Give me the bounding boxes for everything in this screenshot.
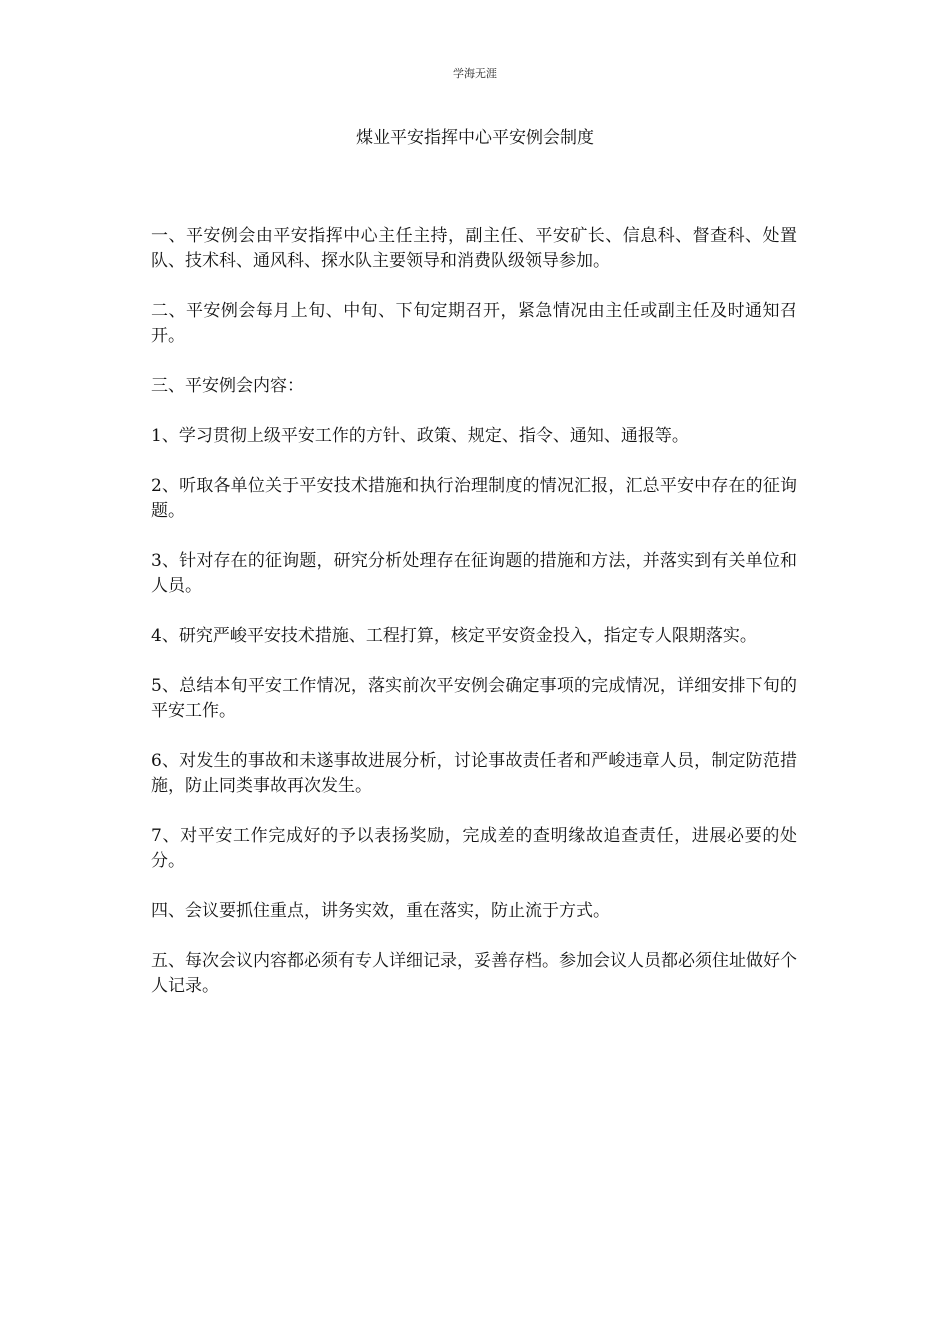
page-header: 学海无涯 <box>453 67 497 80</box>
paragraph-4: 1、学习贯彻上级平安工作的方针、政策、规定、指令、通知、通报等。 <box>151 426 689 446</box>
paragraph-9: 6、对发生的事故和未遂事故进展分析，讨论事故责任者和严峻违章人员，制定防范措施，防止同类事故再次发生。 <box>151 751 797 796</box>
paragraph-1: 一、平安例会由平安指挥中心主任主持，副主任、平安矿长、信息科、督查科、处置队、技术科、通风科、探水队主要领导和消费队级领导参加。 <box>151 226 797 271</box>
paragraph-6: 3、针对存在的征询题，研究分析处理存在征询题的措施和方法，并落实到有关单位和人员。 <box>151 551 797 596</box>
paragraph-7: 4、研究严峻平安技术措施、工程打算，核定平安资金投入，指定专人限期落实。 <box>151 626 757 646</box>
paragraph-5: 2、听取各单位关于平安技术措施和执行治理制度的情况汇报，汇总平安中存在的征询题。 <box>151 476 797 521</box>
document-title: 煤业平安指挥中心平安例会制度 <box>356 128 594 148</box>
document-body <box>151 224 797 1024</box>
paragraph-2: 二、平安例会每月上旬、中旬、下旬定期召开，紧急情况由主任或副主任及时通知召开。 <box>151 301 797 346</box>
paragraph-10: 7、对平安工作完成好的予以表扬奖励，完成差的查明缘故追查责任，进展必要的处分。 <box>151 826 797 871</box>
paragraph-3: 三、平安例会内容： <box>151 376 304 396</box>
paragraph-12: 五、每次会议内容都必须有专人详细记录，妥善存档。参加会议人员都必须住址做好个人记录。 <box>151 951 797 996</box>
paragraph-11: 四、会议要抓住重点，讲务实效，重在落实，防止流于方式。 <box>151 901 610 921</box>
paragraph-8: 5、总结本旬平安工作情况，落实前次平安例会确定事项的完成情况，详细安排下旬的平安工作。 <box>151 676 797 721</box>
